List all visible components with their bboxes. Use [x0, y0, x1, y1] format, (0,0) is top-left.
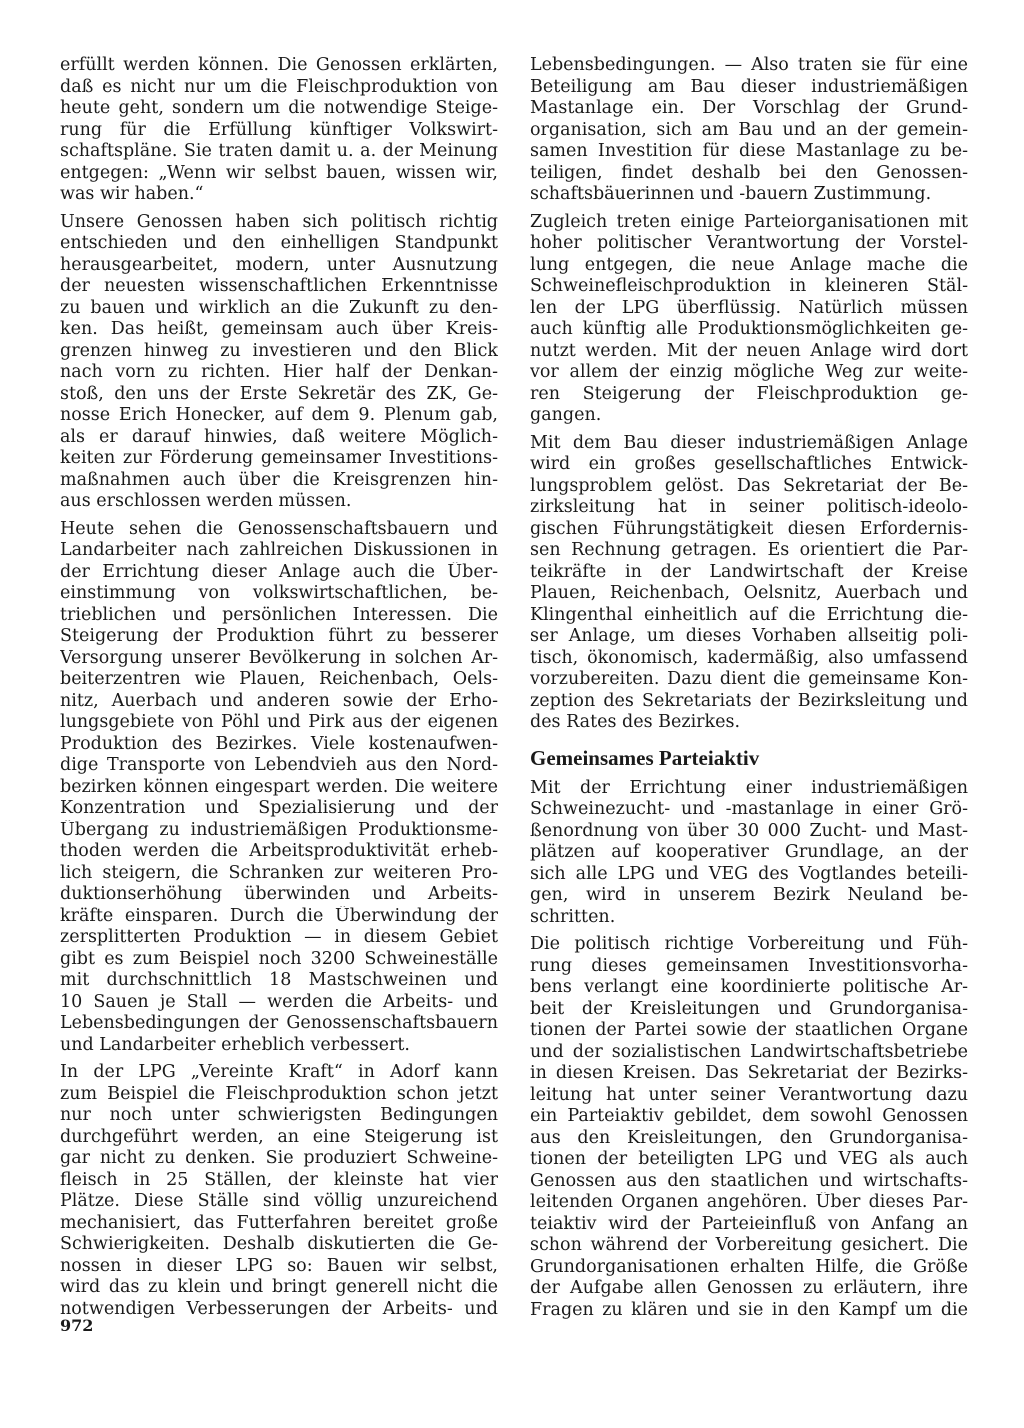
text-line: Landarbeiter nach zahlreichen Diskussionen in: [60, 540, 498, 560]
text-line: len der LPG überflüssig. Natürlich müssen: [530, 297, 968, 318]
text-line: Beteiligung am Bau dieser industriemäßigen: [530, 76, 968, 97]
text-line: Lebensbedingungen der Genossenschaftsbauern: [60, 1013, 498, 1033]
text-line: zersplitterten Produktion — in diesem Gebiet: [60, 927, 498, 947]
text-line: ken. Das heißt, gemeinsam auch über Kreis-: [60, 319, 498, 339]
text-line: beiterzentren wie Plauen, Reichenbach, Oels-: [60, 669, 498, 689]
text-line: nitz, Auerbach und anderen sowie der Erho-: [60, 690, 498, 711]
text-line: grenzen hinweg zu investieren und den Blick: [60, 340, 498, 361]
text-line: keiten zur Förderung gemeinsamer Investitions-: [60, 448, 498, 468]
text-line: notwendigen Verbesserungen der Arbeits- und: [60, 1298, 498, 1319]
text-line: In der LPG „Vereinte Kraft“ in Adorf kann: [60, 1062, 498, 1082]
paragraph: [60, 55, 498, 206]
text-line: und Landarbeiter erheblich verbessert.: [60, 1034, 410, 1055]
text-line: teiaktiv wird der Parteieinfluß von Anfang an: [530, 1213, 968, 1234]
text-line: fleisch in 25 Ställen, der kleinste hat vier: [60, 1169, 498, 1190]
text-line: trieblichen und persönlichen Interessen. Die: [60, 604, 498, 625]
text-line: gibt es zum Beispiel noch 3200 Schweineställe: [60, 948, 498, 969]
paragraph: [530, 934, 968, 1321]
text-line: tionen der beteiligten LPG und VEG als auch: [530, 1149, 968, 1169]
text-line: leitung hat unter seiner Verantwortung dazu: [530, 1084, 968, 1105]
text-line: Schweinefleischproduktion in kleineren Stäl-: [530, 276, 968, 296]
text-line: als er darauf hinwies, daß weitere Möglich-: [60, 426, 498, 447]
text-line: bens verlangt eine koordinierte politische Ar-: [530, 977, 968, 997]
text-line: tisch, ökonomisch, kadermäßig, also umfassend: [530, 647, 968, 668]
text-line: schaftspläne. Sie traten damit u. a. der Meinung: [60, 141, 498, 161]
text-line: zum Beispiel die Fleischproduktion schon jetzt: [60, 1083, 498, 1104]
text-line: Plätze. Diese Ställe sind völlig unzureichend: [60, 1191, 498, 1211]
text-line: dige Transporte von Lebendvieh aus den Nord-: [60, 755, 498, 775]
text-line: Schwierigkeiten. Deshalb diskutierten die Ge-: [60, 1234, 498, 1254]
text-line: nutzt werden. Mit der neuen Anlage wird dort: [530, 340, 968, 361]
text-line: beit der Kreisleitungen und Grundorganisa-: [530, 998, 968, 1019]
paragraph: [530, 212, 968, 427]
text-line: der Aufgabe allen Genossen zu erläutern, ihre: [530, 1278, 968, 1298]
text-line: Übergang zu industriemäßigen Produktionsme-: [60, 819, 498, 840]
text-line: zirksleitung hat in seiner politisch-ideolo-: [530, 497, 968, 517]
text-line: aus den Kreisleitungen, den Grundorganisa-: [530, 1127, 968, 1148]
text-line: wird das zu klein und bringt generell nicht die: [60, 1277, 498, 1297]
text-line: vorzubereiten. Dazu dient die gemeinsame Kon-: [530, 669, 968, 689]
text-line: wird ein großes gesellschaftliches Entwick-: [530, 454, 968, 474]
text-line: Konzentration und Spezialisierung und der: [60, 798, 498, 818]
text-line: Grundorganisationen erhalten Hilfe, die Größe: [530, 1256, 968, 1277]
text-line: was wir haben.“: [60, 184, 204, 204]
text-line: kräfte einsparen. Durch die Überwindung der: [60, 905, 498, 926]
text-line: Unsere Genossen haben sich politisch richtig: [60, 211, 498, 232]
text-line: Versorgung unserer Bevölkerung in solchen Ar-: [60, 647, 498, 668]
text-line: 10 Sauen je Stall — werden die Arbeits- und: [60, 991, 498, 1012]
text-line: ßenordnung von über 30 000 Zucht- und Mast-: [530, 820, 968, 841]
text-line: gangen.: [530, 405, 602, 425]
text-line: heute geht, sondern um die notwendige Steige-: [60, 98, 498, 118]
text-line: hoher politischer Verantwortung der Vorstel-: [530, 233, 968, 253]
text-line: nossen in dieser LPG so: Bauen wir selbst,: [60, 1255, 498, 1276]
text-line: Genossen aus den staatlichen und wirtschafts-: [530, 1170, 968, 1191]
text-line: lungsgebiete von Pöhl und Pirk aus der eigenen: [60, 712, 498, 732]
text-line: herausgearbeitet, modern, unter Ausnutzung: [60, 254, 498, 275]
text-line: daß es nicht nur um die Fleischproduktion von: [60, 76, 498, 97]
text-line: aus erschlossen werden müssen.: [60, 491, 352, 511]
text-line: samen Investition für diese Mastanlage zu be-: [530, 141, 968, 161]
text-line: Schweinezucht- und -mastanlage in einer Grö-: [530, 799, 968, 819]
text-line: Heute sehen die Genossenschaftsbauern und: [60, 518, 498, 539]
text-line: vor allem der einzig mögliche Weg zur weite-: [530, 362, 968, 382]
text-line: der neuesten wissenschaftlichen Erkenntnisse: [60, 276, 498, 296]
text-line: durchgeführt werden, an eine Steigerung ist: [60, 1126, 498, 1147]
paragraph: [60, 212, 498, 513]
text-line: und der sozialistischen Landwirtschaftsbetriebe: [530, 1041, 968, 1062]
left-column: [60, 55, 498, 1320]
text-line: lungsproblem gelöst. Das Sekretariat der Be-: [530, 475, 968, 496]
text-line: leitenden Organen angehören. Über dieses Par-: [530, 1192, 968, 1212]
paragraph: [530, 55, 968, 206]
text-line: auch künftig alle Produktionsmöglichkeiten ge-: [530, 319, 968, 339]
text-line: nur noch unter schwierigsten Bedingungen: [60, 1105, 498, 1125]
text-line: bezirken können eingespart werden. Die weitere: [60, 776, 498, 797]
text-line: ser Anlage, um dieses Vorhaben allseitig poli-: [530, 626, 968, 646]
paragraph: [530, 433, 968, 734]
text-line: mit durchschnittlich 18 Mastschweinen und: [60, 970, 498, 990]
text-line: der Errichtung dieser Anlage auch die Über-: [60, 561, 498, 582]
paragraph: [60, 519, 498, 1057]
text-line: Lebensbedingungen. — Also traten sie für eine: [530, 55, 968, 75]
text-line: gar nicht zu denken. Sie produziert Schweine-: [60, 1148, 498, 1168]
right-column-after-heading: [530, 778, 968, 1322]
text-line: lich steigern, die Schranken zur weiteren Pro-: [60, 862, 498, 883]
section-heading: Gemeinsames Parteiaktiv: [530, 745, 760, 770]
text-line: duktionserhöhung überwinden und Arbeits-: [60, 884, 498, 904]
paragraph: [60, 1062, 498, 1320]
right-column: [530, 55, 968, 1321]
text-line: rung dieses gemeinsamen Investitionsvorha-: [530, 955, 968, 976]
text-line: schon während der Vorbereitung gesichert. Die: [530, 1235, 968, 1255]
text-line: ren Steigerung der Fleischproduktion ge-: [530, 383, 968, 404]
text-line: sen Rechnung getragen. Es orientiert die Par-: [530, 540, 968, 560]
text-line: gischen Führungstätigkeit diesen Erfordernis-: [530, 518, 968, 539]
text-line: Plauen, Reichenbach, Oelsnitz, Auerbach und: [530, 583, 968, 603]
text-line: zu bauen und wirklich an die Zukunft zu den-: [60, 297, 498, 318]
text-line: einstimmung von volkswirtschaftlichen, be-: [60, 583, 498, 603]
text-line: stoß, den uns der Erste Sekretär des ZK, Ge-: [60, 383, 498, 404]
text-line: teiligen, findet deshalb bei den Genossen-: [530, 162, 968, 183]
paragraph: [530, 778, 968, 929]
text-line: entgegen: „Wenn wir selbst bauen, wissen wir,: [60, 162, 498, 183]
text-line: teikräfte in der Landwirtschaft der Kreise: [530, 561, 968, 582]
text-line: ein Parteiaktiv gebildet, dem sowohl Genossen: [530, 1106, 968, 1126]
text-line: gen, wird in unserem Bezirk Neuland be-: [530, 885, 968, 905]
right-column-before-heading: [530, 55, 968, 734]
text-line: des Rates des Bezirkes.: [530, 712, 741, 732]
text-line: Mastanlage ein. Der Vorschlag der Grund-: [530, 98, 968, 118]
text-line: sich alle LPG und VEG des Vogtlandes beteili-: [530, 863, 968, 884]
text-line: schaftsbäuerinnen und -bauern Zustimmung.: [530, 184, 932, 204]
text-line: zeption des Sekretariats der Bezirksleitung und: [530, 690, 968, 711]
text-line: tionen der Partei sowie der staatlichen Organe: [530, 1020, 968, 1040]
text-line: schritten.: [530, 906, 616, 927]
text-line: Steigerung der Produktion führt zu besserer: [60, 626, 498, 646]
text-line: erfüllt werden können. Die Genossen erklärten,: [60, 55, 498, 75]
text-line: nosse Erich Honecker, auf dem 9. Plenum gab,: [60, 405, 498, 425]
text-line: Die politisch richtige Vorbereitung und Füh-: [530, 934, 968, 954]
text-line: Produktion des Bezirkes. Viele kostenaufwen-: [60, 733, 498, 754]
text-line: Zugleich treten einige Parteiorganisationen mit: [530, 211, 968, 232]
page-number: 972: [60, 1316, 94, 1335]
text-line: entschieden und den einhelligen Standpunkt: [60, 233, 498, 253]
text-line: thoden werden die Arbeitsproduktivität erheb-: [60, 841, 498, 861]
text-line: lung entgegen, die neue Anlage mache die: [530, 254, 968, 275]
text-line: rung für die Erfüllung künftiger Volkswirt-: [60, 119, 498, 140]
text-line: organisation, sich am Bau und an der gemein-: [530, 119, 968, 140]
text-line: Mit der Errichtung einer industriemäßigen: [530, 777, 968, 798]
text-line: mechanisiert, das Futterfahren bereitet große: [60, 1212, 498, 1233]
text-line: maßnahmen auch über die Kreisgrenzen hin-: [60, 469, 498, 490]
text-line: Mit dem Bau dieser industriemäßigen Anlage: [530, 432, 968, 453]
text-line: in diesen Kreisen. Das Sekretariat der Bezirks-: [530, 1063, 968, 1083]
text-line: Fragen zu klären und sie in den Kampf um die: [530, 1299, 968, 1320]
text-line: nach vorn zu richten. Hier half der Denkan-: [60, 362, 498, 382]
text-line: Klingenthal einheitlich auf die Errichtung die-: [530, 604, 968, 625]
text-line: plätzen auf kooperativer Grundlage, an der: [530, 842, 968, 862]
